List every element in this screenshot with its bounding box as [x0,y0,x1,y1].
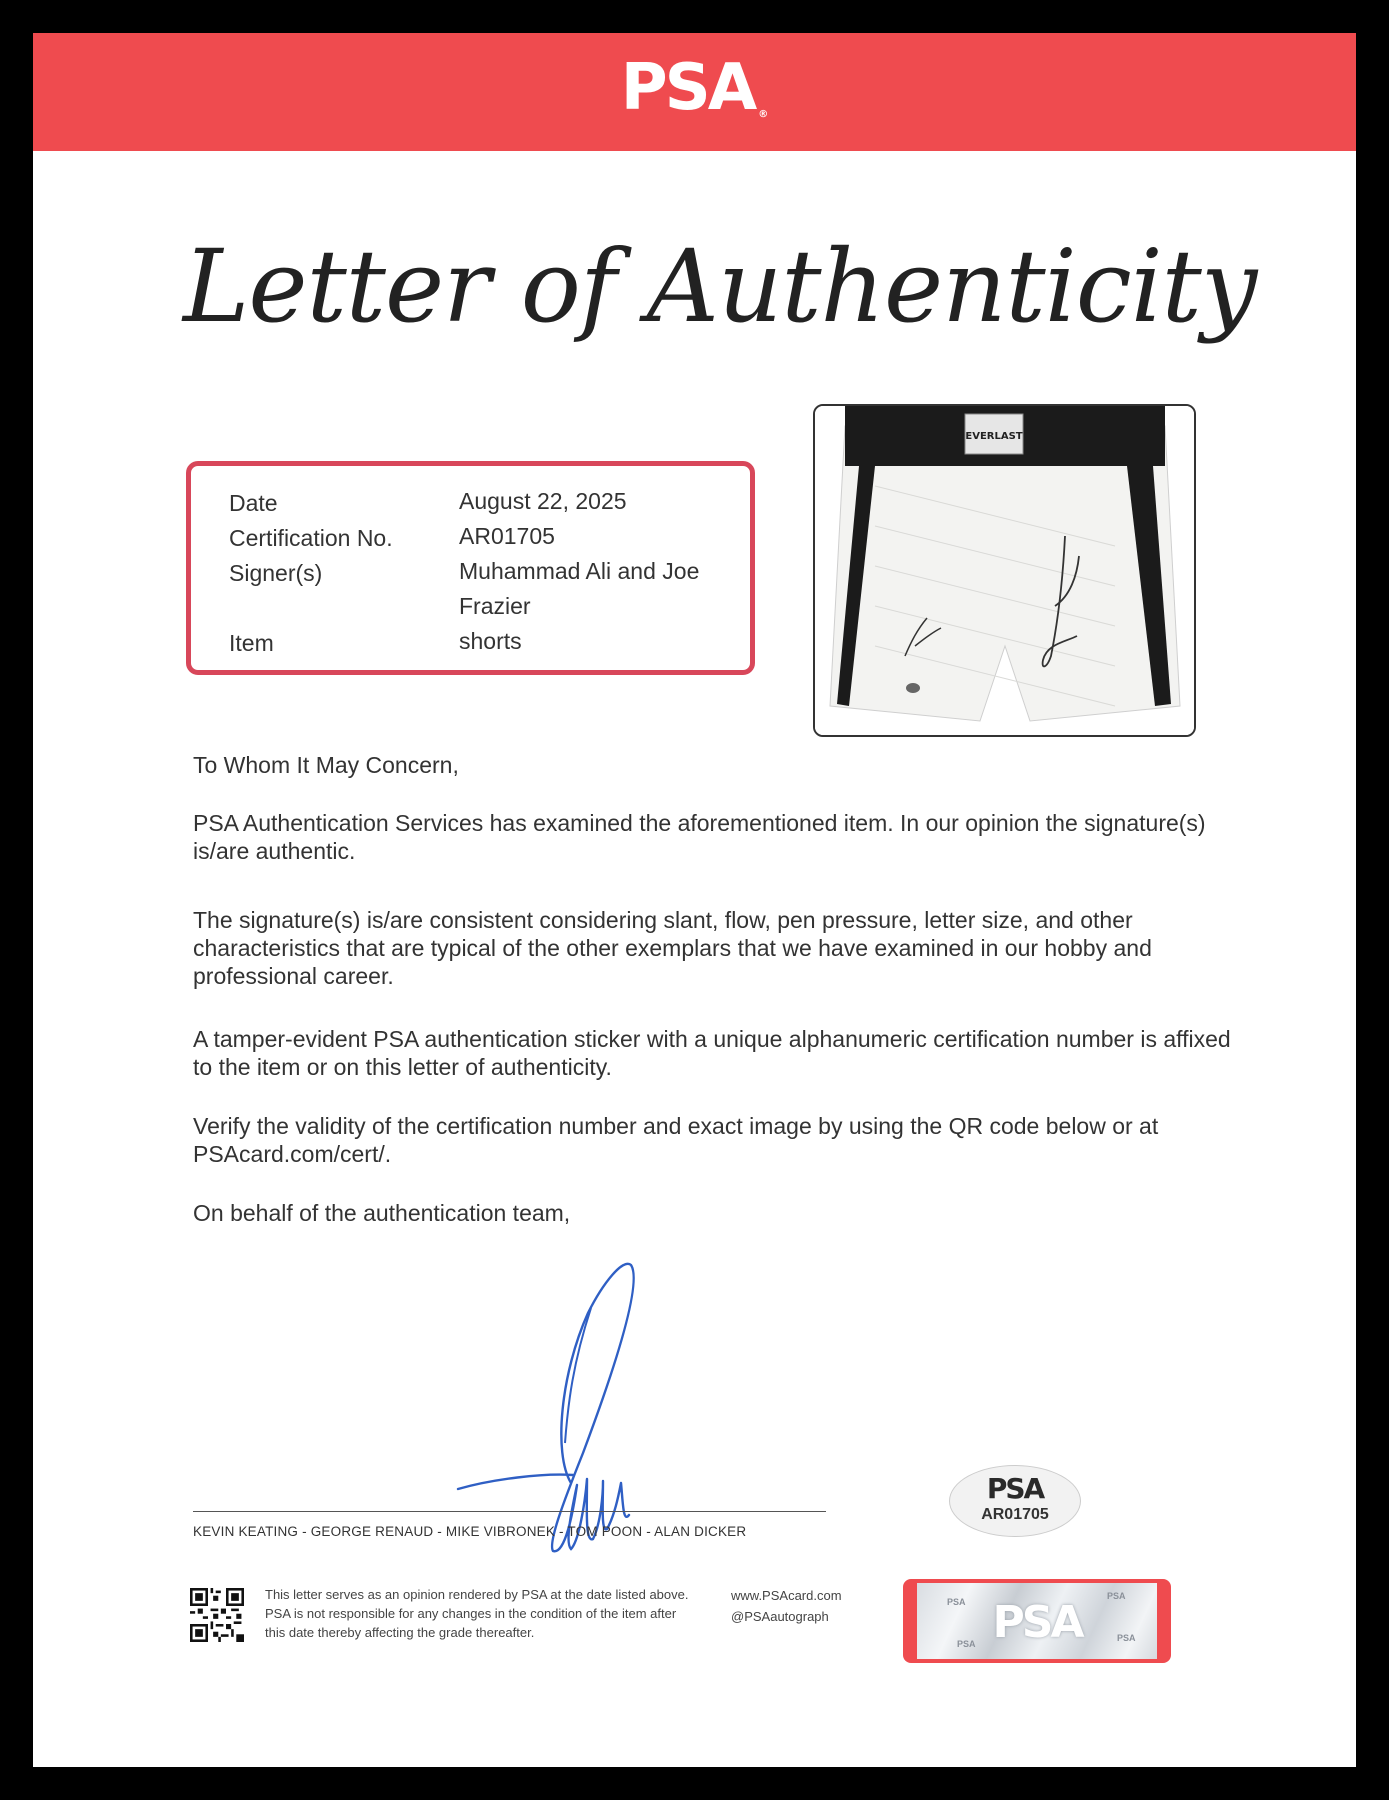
letter-page [33,33,1356,1767]
signature-line [193,1511,826,1512]
hologram-mini-3: PSA [1117,1633,1136,1643]
date-label: Date [229,490,278,516]
hologram-mini-2: PSA [1107,1591,1126,1601]
contact-info [731,1585,842,1627]
psa-logo: PSA ® [620,51,769,125]
item-photo [813,404,1196,737]
details-box [186,461,755,675]
everlast-label: EVERLAST [965,431,1023,442]
paragraph-1: PSA Authentication Services has examined the aforementioned item. In our opinion the signature(s) is/are authentic. [193,810,1206,864]
paragraph-4: Verify the validity of the certification number and exact image by using the QR code below or at PSAcard.com/cert/. [193,1113,1159,1167]
header-banner [33,33,1356,151]
item-value: shorts [459,628,522,654]
signers-label: Signer(s) [229,560,323,586]
hologram-mini-4: PSA [957,1639,976,1649]
qr-code-icon [190,1588,244,1642]
item-label: Item [229,630,274,656]
sticker-cert: AR01705 [981,1506,1049,1523]
team-names: KEVIN KEATING - GEORGE RENAUD - MIKE VIBRONEK - TOM POON - ALAN DICKER [193,1524,747,1539]
page-title: Letter of Authenticity [183,228,1257,345]
hologram-logo: PSA [992,1597,1082,1648]
sticker-logo: PSA [986,1472,1044,1505]
salutation: To Whom It May Concern, [193,752,459,778]
paragraph-3: A tamper-evident PSA authentication sticker with a unique alphanumeric certification number is affixed to the item or on this letter of authenticity. [193,1026,1231,1080]
signers-value: Muhammad Ali and Joe Frazier [459,558,700,619]
psa-sticker [949,1465,1081,1537]
hologram-mini-1: PSA [947,1597,966,1607]
social-handle[interactable]: @PSAautograph [731,1609,829,1624]
handwritten-signature [453,1253,703,1563]
hologram-sticker [903,1579,1171,1663]
website-link[interactable]: www.PSAcard.com [731,1588,842,1603]
disclaimer: This letter serves as an opinion rendered by PSA at the date listed above. PSA is not responsible for any changes in the condition of the item after this date thereby affecting the grade thereafter. [265,1587,689,1640]
closing: On behalf of the authentication team, [193,1200,571,1226]
cert-value: AR01705 [459,523,555,549]
date-value: August 22, 2025 [459,488,627,514]
cert-label: Certification No. [229,525,393,551]
paragraph-2: The signature(s) is/are consistent considering slant, flow, pen pressure, letter size, and other characteristics that are typical of the other exemplars that we have examined in our hobby and professional career. [193,907,1152,989]
